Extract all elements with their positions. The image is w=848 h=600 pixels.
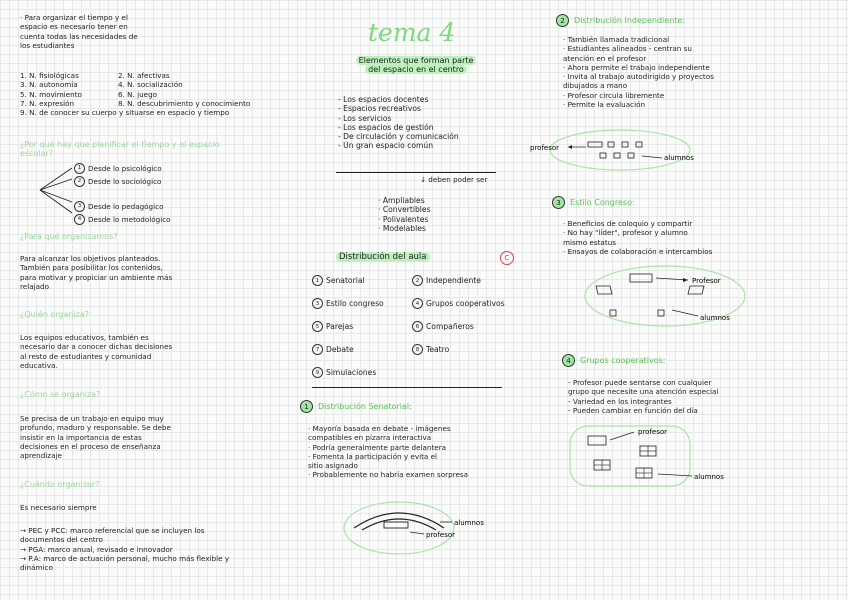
congreso-diagram	[580, 262, 780, 332]
divider-distribution	[312, 387, 502, 388]
congreso-label-students: alumnos	[700, 314, 730, 322]
answer-who-organizes: Los equipos educativos, también es necesario dar a conocer dichas decisiones al resto de estudiantes y comunidad educativa.	[20, 333, 173, 370]
senatorial-diagram	[344, 500, 504, 560]
section-independiente-list: · También llamada tradicional · Estudiantes alineados - centran su atención en el profesor · Ahora permite el trabajo independiente · Invita al trabajo autodirigido y proyectos dibujados a mano · Profesor circula libremente · Permite la evaluación	[563, 35, 714, 110]
congreso-label-teacher: Profesor	[692, 277, 721, 285]
senatorial-label-students: alumnos	[454, 519, 484, 527]
question-why-organize: ¿Para qué organizamos?	[20, 232, 118, 241]
independiente-label-students: alumnos	[664, 154, 694, 162]
distribution-mark: C	[500, 251, 514, 265]
deben-label: ↓ deben poder ser	[420, 175, 488, 184]
needs-list: 1. N. fisiológicas 2. N. afectivas 3. N. autonomía 4. N. socialización 5. N. movimiento 6. N. juego 7. N. expresión 8. N. descubrimiento y conocimiento 9. N. de conocer su cuerpo y situarse en espacio y tiempo	[20, 71, 251, 118]
independiente-label-teacher: profesor	[530, 144, 560, 152]
answer-why-organize: Para alcanzar los objetivos planteados. También para posibilitar los contenidos, para motivar y propiciar un ambiente más relajado	[20, 254, 173, 291]
divider-elements	[336, 172, 496, 173]
question-when-organize: ¿Cuándo organizar?	[20, 480, 100, 489]
section-senatorial-title: 1 Distribución Senatorial:	[300, 400, 412, 413]
page-title: tema 4	[368, 18, 456, 47]
section-cooperativos-title: 4 Grupos cooperativos:	[562, 354, 665, 367]
section-senatorial-list: · Mayoría basada en debate - imágenes compatibles en pizarra interactiva · Podría generalmente parte delantera · Fomenta la participación y evita el sitio asignado · Probablemente no habría examen sorpresa	[308, 424, 469, 480]
question-why-plan: ¿Por qué hay que planificar el tiempo y el espacio escolar?	[20, 140, 220, 159]
section-independiente-title: 2 Distribución Independiente:	[556, 14, 685, 27]
question-how-organize: ¿Cómo se organiza?	[20, 390, 101, 399]
branch-list: 1 Desde lo psicológico 2 Desde lo sociológico 3 Desde lo pedagógico 4 Desde lo metodológico	[74, 163, 171, 225]
question-who-organizes: ¿Quién organiza?	[20, 310, 90, 319]
cooperativos-label-teacher: profesor	[638, 428, 668, 436]
section-congreso-title: 3 Estilo Congreso:	[552, 196, 635, 209]
senatorial-label-teacher: profesor	[426, 531, 456, 539]
documents-list: → PEC y PCC: marco referencial que se incluyen los documentos del centro → PGA: marco anual, revisado e innovador → P.A: marco de actuación personal, mucho más flexible y dinámico	[20, 526, 230, 573]
cooperativos-label-students: alumnos	[694, 473, 724, 481]
properties-list: · Ampliables · Convertibles · Polivalentes · Modelables	[378, 196, 431, 233]
cooperativos-diagram	[568, 422, 768, 492]
distribution-list: 1 Senatorial 2 Independiente 3 Estilo congreso 4 Grupos cooperativos 5 Parejas 6 Compañeros 7 Debate 8 Teatro 9 Simulaciones	[312, 275, 552, 385]
elements-title: Elementos que forman parte del espacio en el centro	[336, 56, 496, 75]
intro-text: · Para organizar el tiempo y el espacio es necesario tener en cuenta todas las necesidades de los estudiantes	[20, 13, 138, 50]
distribution-title: Distribución del aula	[336, 253, 430, 262]
independiente-diagram	[530, 128, 730, 178]
section-congreso-list: · Beneficios de coloquio y compartir · No hay "líder", profesor y alumno mismo estatus · Ensayos de colaboración e intercambios	[563, 219, 713, 256]
answer-how-organize: Se precisa de un trabajo en equipo muy profundo, maduro y responsable. Se debe insistir en la importancia de estas decisiones en el proceso de enseñanza aprendizaje	[20, 414, 171, 461]
section-cooperativos-list: - Profesor puede sentarse con cualquier grupo que necesite una atención especial - Variedad en los integrantes - Pueden cambiar en función del día	[568, 378, 719, 415]
elements-list: - Los espacios docentes - Espacios recreativos - Los servicios - Los espacios de gestión - De circulación y comunicación - Un gran espacio común	[338, 95, 459, 151]
answer-when-organize: Es necesario siempre	[20, 503, 97, 512]
